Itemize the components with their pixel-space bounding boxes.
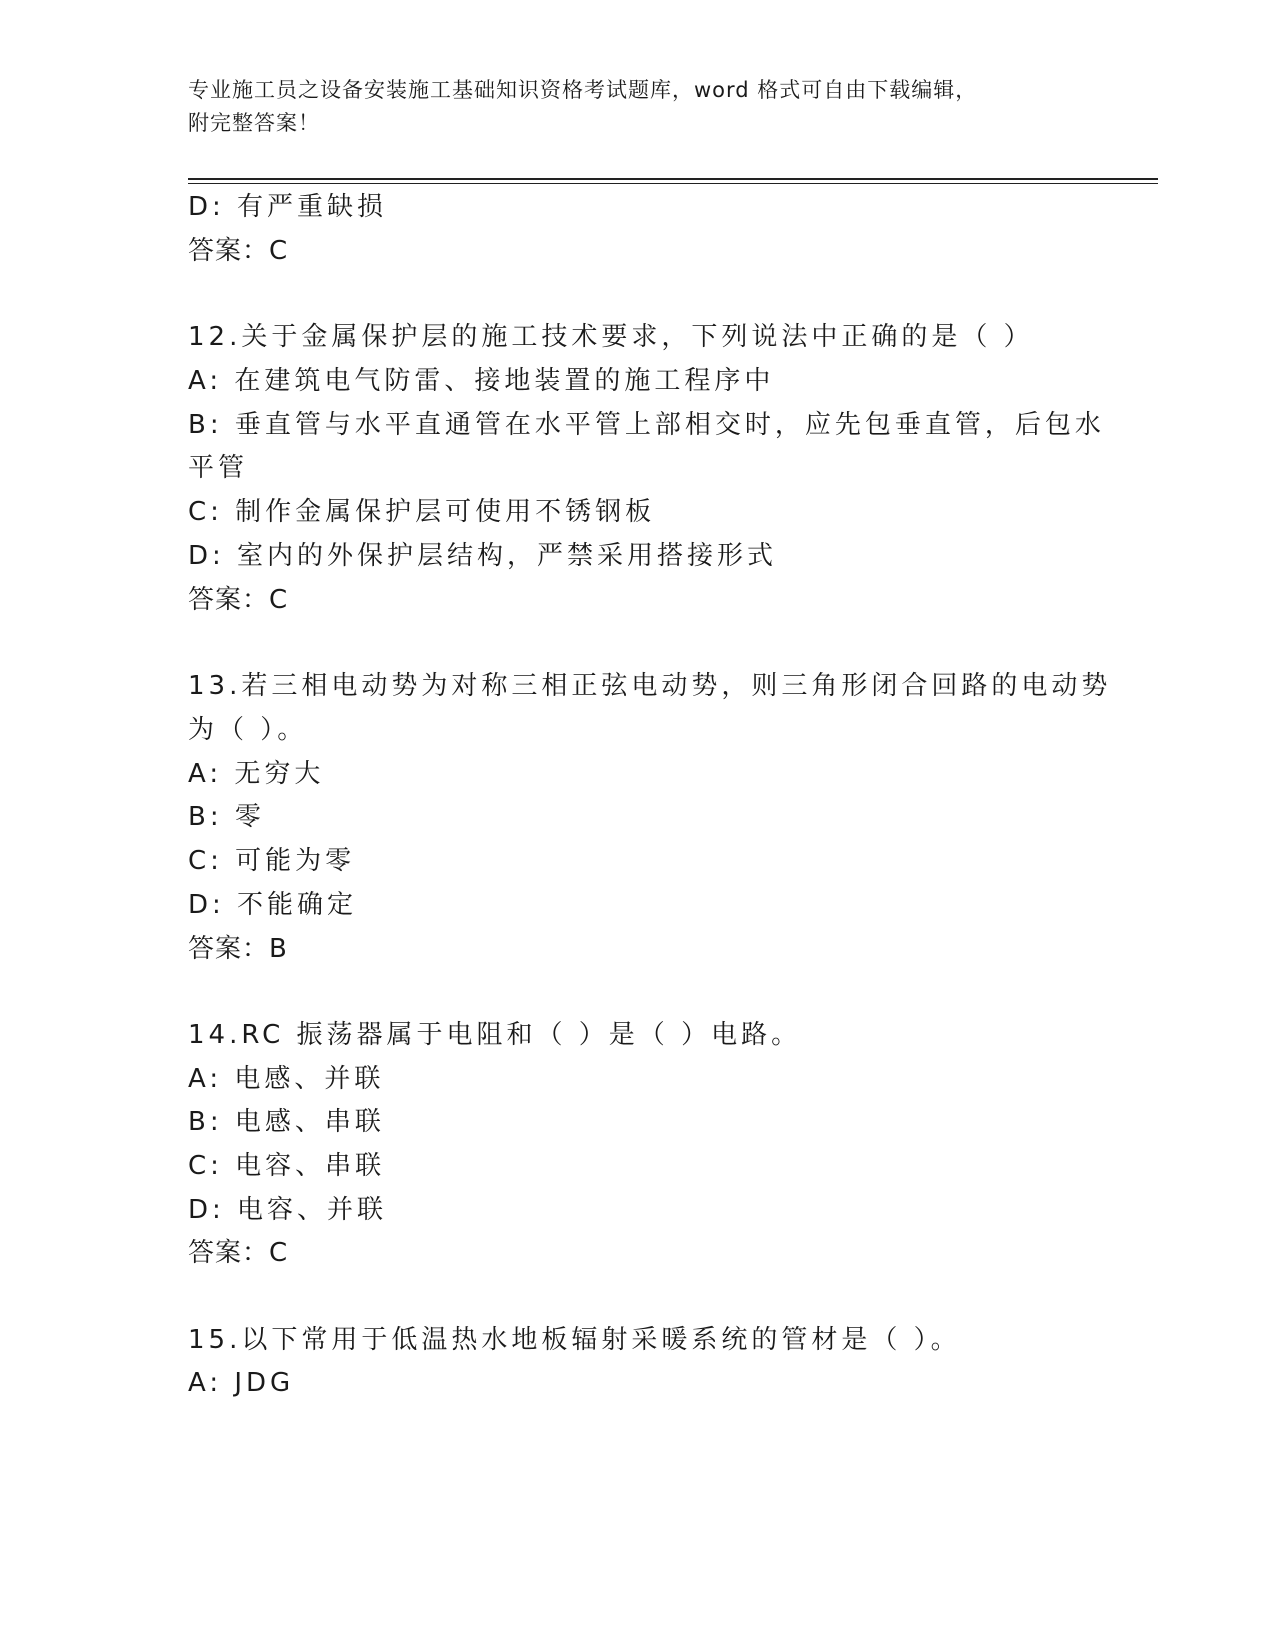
q11-option-d: D: 有严重缺损: [188, 192, 388, 222]
header-divider-thick: [188, 178, 1158, 180]
q14-option-b: B: 电感、串联: [188, 1107, 385, 1137]
q13-option-d: D: 不能确定: [188, 890, 358, 920]
q14-question: 14.RC 振荡器属于电阻和（ ）是（ ）电路。: [188, 1020, 802, 1050]
q14-option-c: C: 电容、串联: [188, 1151, 386, 1181]
header-line-1: 专业施工员之设备安装施工基础知识资格考试题库，word 格式可自由下载编辑，: [188, 78, 978, 102]
q13-option-c: C: 可能为零: [188, 846, 356, 876]
q12-answer: 答案：C: [188, 585, 289, 615]
q12-option-b-line-2: 平管: [188, 453, 249, 483]
q14-answer: 答案：C: [188, 1238, 289, 1268]
q13-option-b: B: 零: [188, 802, 265, 832]
document-header: [188, 74, 1068, 140]
header-divider-thin: [188, 183, 1158, 184]
q12-option-b-line-1: B: 垂直管与水平直通管在水平管上部相交时，应先包垂直管，后包水: [188, 410, 1105, 440]
q14-option-a: A: 电感、并联: [188, 1064, 385, 1094]
q15-question: 15.以下常用于低温热水地板辐射采暖系统的管材是（ ）。: [188, 1325, 961, 1355]
q12-option-c: C: 制作金属保护层可使用不锈钢板: [188, 497, 656, 527]
q12-question: 12.关于金属保护层的施工技术要求，下列说法中正确的是（ ）: [188, 322, 1034, 352]
q15-option-a: A: JDG: [188, 1368, 295, 1398]
q11-answer: 答案：C: [188, 236, 289, 266]
q13-question-line-2: 为（ ）。: [188, 715, 308, 745]
q14-option-d: D: 电容、并联: [188, 1195, 388, 1225]
q13-option-a: A: 无穷大: [188, 759, 325, 789]
header-line-2: 附完整答案！: [188, 111, 320, 135]
q12-option-a: A: 在建筑电气防雷、接地装置的施工程序中: [188, 366, 775, 396]
q12-option-d: D: 室内的外保护层结构，严禁采用搭接形式: [188, 541, 778, 571]
q13-question-line-1: 13.若三相电动势为对称三相正弦电动势，则三角形闭合回路的电动势: [188, 671, 1112, 701]
q13-answer: 答案：B: [188, 934, 288, 964]
